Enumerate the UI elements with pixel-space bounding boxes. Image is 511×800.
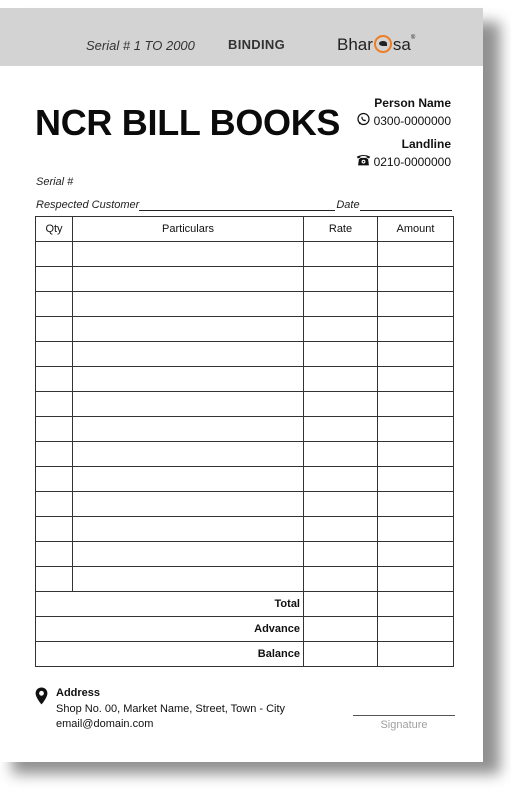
customer-name-line xyxy=(139,198,335,211)
qty-cell xyxy=(36,467,73,492)
qty-cell xyxy=(36,392,73,417)
particulars-cell xyxy=(73,492,304,517)
table-row xyxy=(36,467,454,492)
header-band xyxy=(0,8,483,66)
column-header-rate: Rate xyxy=(304,217,378,242)
location-pin-icon xyxy=(35,687,48,705)
amount-cell xyxy=(378,642,454,667)
rate-cell xyxy=(304,342,378,367)
qty-cell xyxy=(36,292,73,317)
rate-cell xyxy=(304,517,378,542)
mobile-line xyxy=(291,112,451,129)
rate-cell xyxy=(304,542,378,567)
amount-cell xyxy=(378,367,454,392)
registered-mark: ® xyxy=(410,35,416,41)
logo-o-icon xyxy=(374,35,392,53)
particulars-cell xyxy=(73,442,304,467)
amount-cell xyxy=(378,617,454,642)
table-row xyxy=(36,317,454,342)
table-row xyxy=(36,542,454,567)
amount-cell xyxy=(378,417,454,442)
table-row xyxy=(36,292,454,317)
table-row xyxy=(36,417,454,442)
particulars-cell xyxy=(73,342,304,367)
qty-cell xyxy=(36,417,73,442)
table-header-row xyxy=(36,217,454,242)
column-header-particulars: Particulars xyxy=(73,217,304,242)
serial-number-label: Serial # xyxy=(36,176,74,188)
amount-cell xyxy=(378,442,454,467)
qty-cell xyxy=(36,542,73,567)
amount-cell xyxy=(378,342,454,367)
column-header-amount: Amount xyxy=(378,217,454,242)
rate-cell xyxy=(304,467,378,492)
document-title: NCR BILL BOOKS xyxy=(35,102,341,143)
binding-label: BINDING xyxy=(228,37,285,52)
whatsapp-icon xyxy=(356,112,371,129)
qty-cell xyxy=(36,442,73,467)
rate-cell xyxy=(304,417,378,442)
table-body xyxy=(36,242,454,667)
table-row xyxy=(36,242,454,267)
qty-cell xyxy=(36,267,73,292)
contact-block xyxy=(291,96,451,178)
table-row xyxy=(36,442,454,467)
particulars-cell xyxy=(73,542,304,567)
rate-cell xyxy=(304,242,378,267)
amount-cell xyxy=(378,492,454,517)
logo-text-end: sa xyxy=(392,35,411,54)
landline-line xyxy=(291,153,451,170)
particulars-cell xyxy=(73,567,304,592)
table-row xyxy=(36,367,454,392)
rate-cell xyxy=(304,392,378,417)
rate-cell xyxy=(304,642,378,667)
rate-cell xyxy=(304,367,378,392)
amount-cell xyxy=(378,467,454,492)
amount-cell xyxy=(378,567,454,592)
landline-label: Landline xyxy=(401,137,451,151)
summary-label-total: Total xyxy=(36,592,304,617)
particulars-cell xyxy=(73,392,304,417)
rate-cell xyxy=(304,567,378,592)
table-row xyxy=(36,267,454,292)
qty-cell xyxy=(36,492,73,517)
address-title: Address xyxy=(56,687,101,699)
rate-cell xyxy=(304,267,378,292)
particulars-cell xyxy=(73,292,304,317)
person-name-label: Person Name xyxy=(374,96,451,110)
customer-label: Respected Customer xyxy=(36,199,140,211)
logo-text-start: Bhar xyxy=(337,35,373,54)
rate-cell xyxy=(304,617,378,642)
qty-cell xyxy=(36,342,73,367)
table-row xyxy=(36,492,454,517)
signature-label: Signature xyxy=(380,719,428,731)
date-label: Date xyxy=(336,199,360,211)
summary-row-balance xyxy=(36,642,454,667)
qty-cell xyxy=(36,317,73,342)
particulars-cell xyxy=(73,317,304,342)
address-block xyxy=(35,686,285,733)
particulars-cell xyxy=(73,467,304,492)
landline-number: 0210-0000000 xyxy=(373,154,451,169)
mobile-number: 0300-0000000 xyxy=(373,113,451,128)
date-line xyxy=(360,198,452,211)
particulars-cell xyxy=(73,517,304,542)
summary-row-total xyxy=(36,592,454,617)
qty-cell xyxy=(36,242,73,267)
amount-cell xyxy=(378,517,454,542)
rate-cell xyxy=(304,442,378,467)
amount-cell xyxy=(378,392,454,417)
bill-book-page xyxy=(0,8,483,762)
summary-label-balance: Balance xyxy=(36,642,304,667)
customer-date-row xyxy=(36,198,452,211)
address-line: Shop No. 00, Market Name, Street, Town - City xyxy=(56,702,286,715)
particulars-cell xyxy=(73,267,304,292)
rate-cell xyxy=(304,492,378,517)
particulars-cell xyxy=(73,242,304,267)
particulars-cell xyxy=(73,367,304,392)
summary-row-advance xyxy=(36,617,454,642)
table-row xyxy=(36,517,454,542)
amount-cell xyxy=(378,592,454,617)
amount-cell xyxy=(378,292,454,317)
table-row xyxy=(36,567,454,592)
rate-cell xyxy=(304,592,378,617)
brand-logo xyxy=(337,32,415,58)
particulars-cell xyxy=(73,417,304,442)
column-header-qty: Qty xyxy=(36,217,73,242)
summary-label-advance: Advance xyxy=(36,617,304,642)
qty-cell xyxy=(36,517,73,542)
amount-cell xyxy=(378,542,454,567)
bill-table xyxy=(35,216,454,667)
amount-cell xyxy=(378,242,454,267)
amount-cell xyxy=(378,317,454,342)
qty-cell xyxy=(36,567,73,592)
table-row xyxy=(36,392,454,417)
email-address: email@domain.com xyxy=(56,718,154,730)
rate-cell xyxy=(304,292,378,317)
qty-cell xyxy=(36,367,73,392)
rate-cell xyxy=(304,317,378,342)
table-row xyxy=(36,342,454,367)
telephone-icon xyxy=(356,153,371,170)
amount-cell xyxy=(378,267,454,292)
signature-area xyxy=(353,715,455,731)
serial-range-text: Serial # 1 TO 2000 xyxy=(86,38,195,53)
